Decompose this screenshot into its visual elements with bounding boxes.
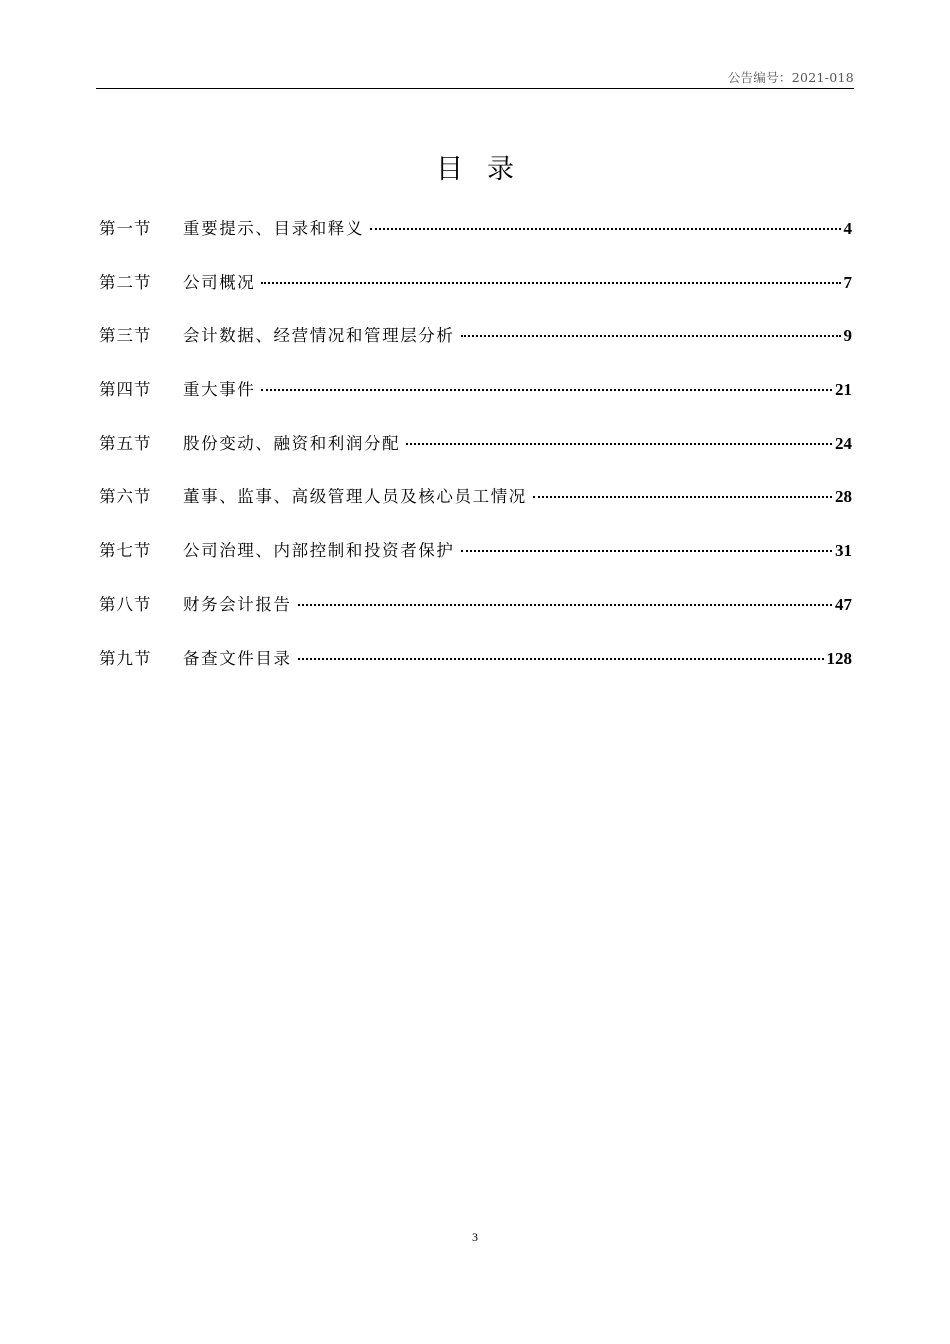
announcement-number: 公告编号：2021-018 <box>727 70 854 85</box>
toc-entry-4[interactable] <box>99 376 852 430</box>
toc-title: 股份变动、融资和利润分配 <box>183 433 401 453</box>
toc-page-number: 128 <box>826 648 852 668</box>
toc-section-label: 第九节 <box>99 648 152 668</box>
toc-entry-1[interactable] <box>99 215 852 269</box>
page-title: 目录 <box>436 154 538 185</box>
toc-title: 会计数据、经营情况和管理层分析 <box>183 326 455 346</box>
toc-page-number: 28 <box>835 487 852 507</box>
footer-page-number: 3 <box>472 1230 478 1244</box>
toc-entry-3[interactable] <box>99 322 852 376</box>
toc-entry-5[interactable] <box>99 430 852 484</box>
toc-entry-7[interactable] <box>99 537 852 591</box>
toc-page-number: 7 <box>843 272 852 292</box>
toc-title: 公司概况 <box>183 272 256 292</box>
toc-section-label: 第二节 <box>99 272 152 292</box>
toc-section-label: 第七节 <box>99 541 152 561</box>
toc-title: 董事、监事、高级管理人员及核心员工情况 <box>183 487 527 507</box>
toc-leader-dots <box>370 228 841 230</box>
toc-title: 重要提示、目录和释义 <box>183 219 364 238</box>
toc-leader-dots <box>298 604 832 606</box>
toc-entry-6[interactable] <box>99 483 852 537</box>
table-of-contents <box>99 215 852 698</box>
toc-section-label: 第四节 <box>99 380 152 400</box>
toc-title: 财务会计报告 <box>183 594 292 614</box>
toc-leader-dots <box>406 443 832 445</box>
toc-section-label: 第六节 <box>99 487 152 507</box>
toc-section-label: 第八节 <box>99 594 152 614</box>
toc-page-number: 4 <box>843 219 852 238</box>
toc-entry-2[interactable] <box>99 269 852 323</box>
toc-entry-8[interactable] <box>99 591 852 645</box>
toc-leader-dots <box>461 335 841 337</box>
toc-page-number: 24 <box>835 433 852 453</box>
toc-title: 备查文件目录 <box>183 648 292 668</box>
toc-leader-dots <box>533 496 832 498</box>
toc-page-number: 21 <box>835 380 852 400</box>
toc-page-number: 31 <box>835 541 852 561</box>
toc-section-label: 第三节 <box>99 326 152 346</box>
page-header <box>96 60 854 89</box>
toc-page-number: 47 <box>835 594 852 614</box>
toc-leader-dots <box>261 389 832 391</box>
toc-leader-dots <box>461 550 833 552</box>
toc-section-label: 第五节 <box>99 433 152 453</box>
toc-leader-dots <box>261 282 840 284</box>
toc-entry-9[interactable] <box>99 645 852 699</box>
toc-leader-dots <box>298 658 824 660</box>
toc-title: 重大事件 <box>183 380 256 400</box>
toc-section-label: 第一节 <box>99 219 152 238</box>
toc-title: 公司治理、内部控制和投资者保护 <box>183 541 455 561</box>
toc-page-number: 9 <box>843 326 852 346</box>
